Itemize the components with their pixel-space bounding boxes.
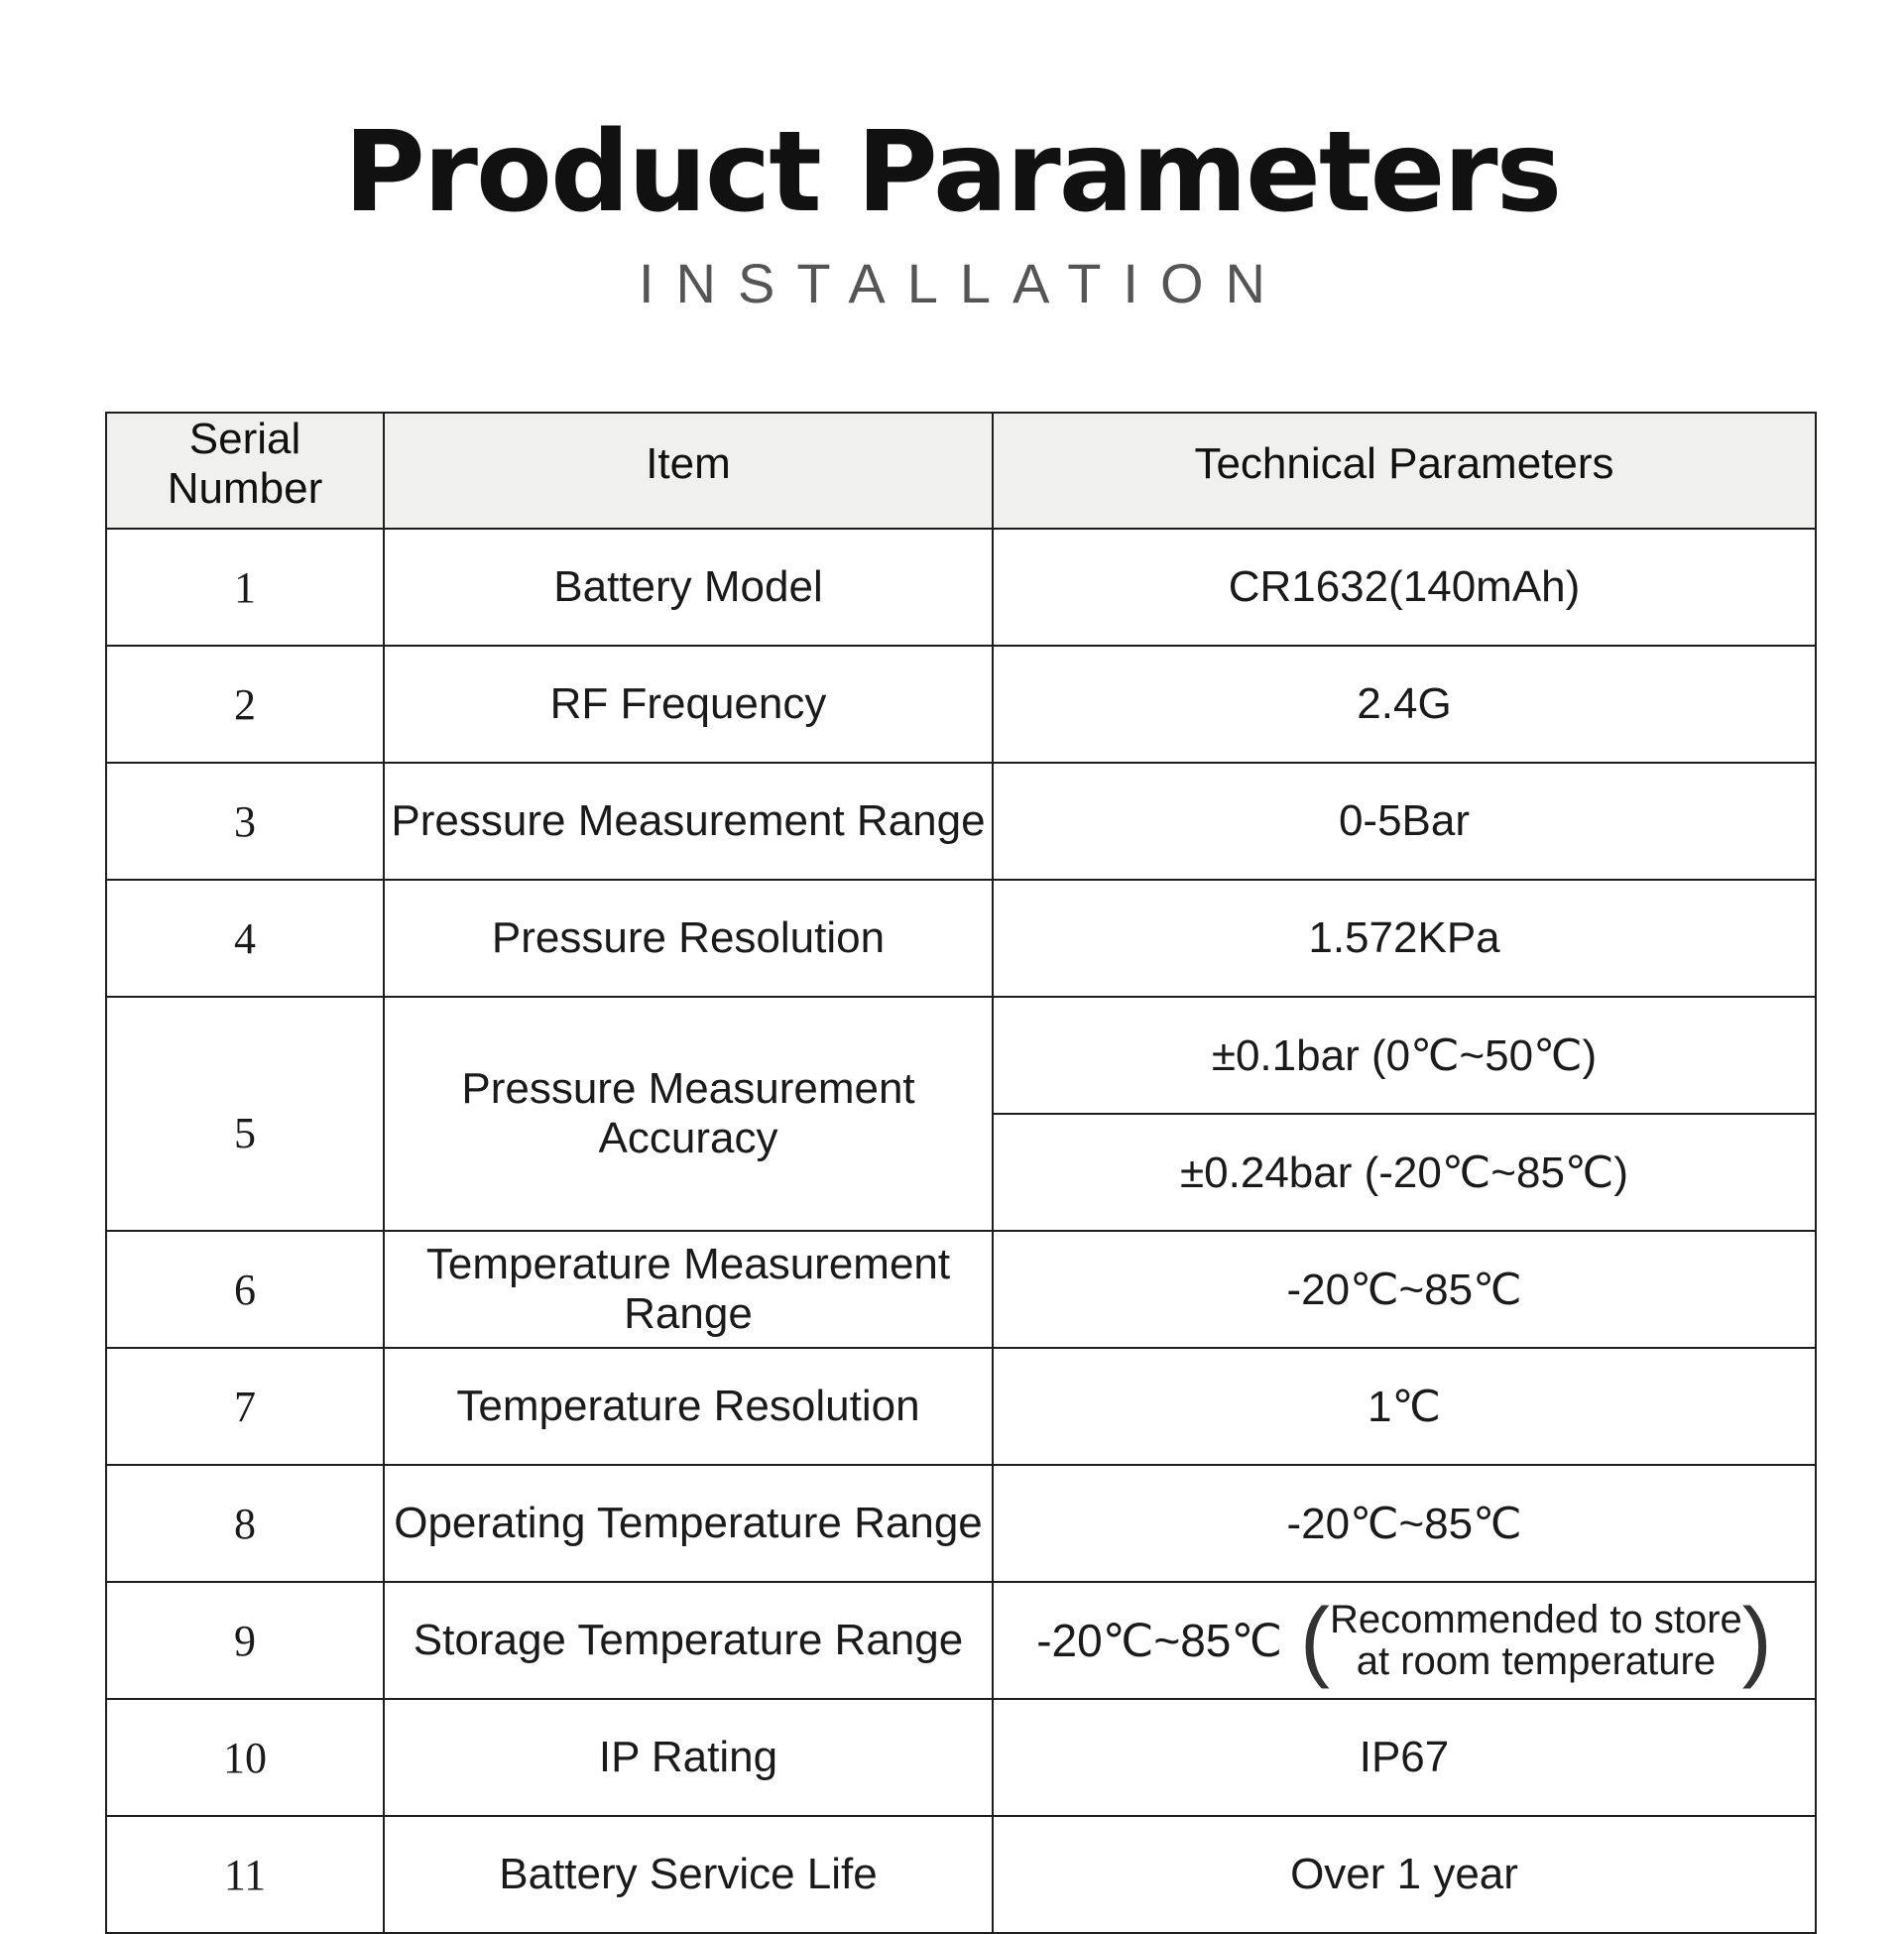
item-cell: Operating Temperature Range (384, 1465, 993, 1582)
table-row (106, 880, 1816, 997)
table-row (106, 529, 1816, 646)
value-cell: CR1632(140mAh) (993, 529, 1816, 646)
value-cell: 1℃ (993, 1348, 1816, 1465)
serial-cell: 10 (106, 1699, 384, 1816)
serial-cell: 7 (106, 1348, 384, 1465)
item-cell: Pressure Measurement Accuracy (384, 997, 993, 1231)
value-cell: -20℃~85℃ (993, 1465, 1816, 1582)
value-cell-accuracy-1: ±0.1bar (0℃~50℃) (993, 997, 1816, 1114)
item-cell: Temperature Measurement Range (384, 1231, 993, 1348)
value-cell: Over 1 year (993, 1816, 1816, 1933)
value-cell: IP67 (993, 1699, 1816, 1816)
parameters-table (105, 412, 1817, 1934)
storage-note-text (1330, 1599, 1742, 1682)
storage-range-text: -20℃~85℃ (1036, 1615, 1283, 1666)
serial-cell: 11 (106, 1816, 384, 1933)
table-row (106, 1231, 1816, 1348)
item-cell: Storage Temperature Range (384, 1582, 993, 1699)
item-cell: Pressure Measurement Range (384, 763, 993, 880)
serial-cell: 3 (106, 763, 384, 880)
storage-note (1300, 1591, 1772, 1690)
serial-cell: 5 (106, 997, 384, 1231)
value-cell-accuracy-2: ±0.24bar (-20℃~85℃) (993, 1114, 1816, 1231)
table-row (106, 763, 1816, 880)
open-paren: ( (1300, 1591, 1331, 1690)
item-cell: IP Rating (384, 1699, 993, 1816)
table-row (106, 1699, 1816, 1816)
value-cell: -20℃~85℃ (993, 1231, 1816, 1348)
table-row (106, 1582, 1816, 1699)
item-cell: RF Frequency (384, 646, 993, 763)
item-cell: Battery Model (384, 529, 993, 646)
storage-note-line-1: Recommended to store (1330, 1598, 1742, 1641)
table-row (106, 997, 1816, 1114)
serial-cell: 1 (106, 529, 384, 646)
table-row (106, 1348, 1816, 1465)
table-row (106, 646, 1816, 763)
serial-cell: 8 (106, 1465, 384, 1582)
table-header-row (106, 413, 1816, 529)
storage-note-line-2: at room temperature (1356, 1639, 1717, 1683)
serial-cell: 9 (106, 1582, 384, 1699)
value-cell: 0-5Bar (993, 763, 1816, 880)
column-header-technical-parameters: Technical Parameters (993, 413, 1816, 529)
column-header-item: Item (384, 413, 993, 529)
page-subtitle: INSTALLATION (638, 252, 1287, 314)
close-paren: ) (1741, 1591, 1772, 1690)
value-cell: 2.4G (993, 646, 1816, 763)
serial-cell: 6 (106, 1231, 384, 1348)
page-title: Product Parameters (343, 108, 1561, 237)
table-row (106, 1465, 1816, 1582)
column-header-serial-number: Serial Number (106, 413, 384, 529)
table-row (106, 1816, 1816, 1933)
serial-cell: 2 (106, 646, 384, 763)
item-cell: Temperature Resolution (384, 1348, 993, 1465)
value-cell: 1.572KPa (993, 880, 1816, 997)
item-cell: Battery Service Life (384, 1816, 993, 1933)
item-cell: Pressure Resolution (384, 880, 993, 997)
serial-cell: 4 (106, 880, 384, 997)
value-cell-storage (993, 1582, 1816, 1699)
